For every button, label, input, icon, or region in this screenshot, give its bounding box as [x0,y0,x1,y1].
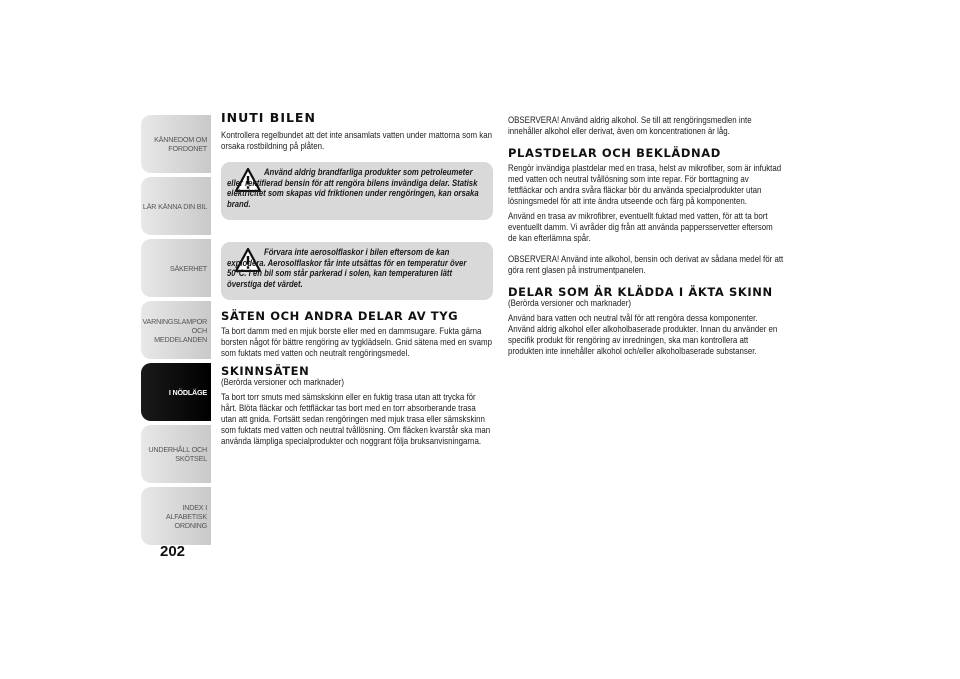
right-column [508,115,784,357]
leather-parts-note: (Berörda versioner och marknader) [508,298,631,308]
leather-seats-text: Ta bort torr smuts med sämskskinn eller en fuktig trasa utan att trycka för hårt. Blöta fläckar och fettfläckar tas bort med en torr absorberande trasa utan att gnida. Fortsätt sedan rengöringen med mjuk trasa eller sämskskinn som fuktats med vatten och neutral tvållösning. Om fläcken kvarstår ska man använda lämpliga specialprodukter och noggrant följa bruksanvisningarna. [221,392,491,446]
tab-label: LÄR KÄNNA DIN BIL [142,201,207,211]
section-title-inuti-bilen: INUTI BILEN [221,110,316,125]
plastic-text-2: Använd en trasa av mikrofibrer, eventuellt fuktad med vatten, för att ta bort eventuellt damm. Vi avråder dig från att använda pappersservetter eftersom de kan efterlämna spår. [508,211,773,243]
warning-text-aerosol: Förvara inte aerosolflaskor i bilen eftersom de kan explodera. Aerosolflaskor får inte utsättas för en temperatur över 50°C. I en bil som står parkerad i solen, kan temperaturen lätt överstiga det värdet. [227,247,467,289]
page-number: 202 [160,543,186,560]
tab-label: UNDERHÅLL OCH SKÖTSEL [148,445,207,463]
warning-text-flammable: Använd aldrig brandfarliga produkter som petroleumeter eller rektifierad bensin för att rengöra bilens invändiga delar. Statisk elektricitet som skapas vid friktionen under rengöringen, kan orsaka brand. [227,167,479,209]
tab-kannedom-om-fordonet[interactable] [141,115,211,173]
tab-label: SÄKERHET [169,263,207,273]
tab-label: I NÖDLÄGE [168,387,207,397]
leather-parts-text: Använd bara vatten och neutral tvål för att rengöra dessa komponenter. Använd aldrig alkohol eller alkoholbaserade produkter. Innan du använder en specifik produkt för rengöring av inredningen, ska man kontrollera att produkten inte innehåller alkohol och/eller alkoholbaserade substanser. [508,313,778,356]
tab-label: VARNINGSLAMPOR OCH MEDDELANDEN [142,316,207,344]
tab-label: INDEX I ALFABETISK ORDNING [165,502,207,530]
tab-sakerhet[interactable] [141,239,211,297]
section-title-leather-seats: SKINNSÄTEN [221,364,310,378]
tab-underhall-och-skotsel[interactable] [141,425,211,483]
section-title-seats: SÄTEN OCH ANDRA DELAR AV TYG [221,309,459,323]
section-title-leather-parts: DELAR SOM ÄR KLÄDDA I ÄKTA SKINN [508,285,773,299]
tab-i-nodlage[interactable] [141,363,211,421]
left-column [221,112,493,447]
tab-index[interactable] [141,487,211,545]
tab-varningslampor[interactable] [141,301,211,359]
leather-seats-note: (Berörda versioner och marknader) [221,377,344,387]
section-title-plastic: PLASTDELAR OCH BEKLÄDNAD [508,146,721,160]
note-alcohol: OBSERVERA! Använd aldrig alkohol. Se till att rengöringsmedlen inte innehåller alkohol eller derivat, även om koncentrationen är låg. [508,115,752,136]
plastic-text-1: Rengör invändiga plastdelar med en trasa, helst av mikrofiber, som är infuktad med vatten och neutral tvållösning som inte repar. För borttagning av fettfläckar och andra svåra fläckar bör du använda specialprodukter utan lösningsmedel för att inte ändra utseende och färg på komponenten. [508,163,782,206]
warning-box-aerosol [221,242,493,300]
tab-lar-kanna-din-bil[interactable] [141,177,211,235]
tab-label: KÄNNEDOM OM FORDONET [154,135,207,153]
note-instrument-panel: OBSERVERA! Använd inte alkohol, bensin och derivat av sådana medel för att göra rent glasen på instrumentpanelen. [508,254,784,275]
seats-text: Ta bort damm med en mjuk borste eller med en dammsugare. Fukta gärna borsten något för bättre rengöring av tygklädseln. Gnid sätena med en svamp som fuktats med vatten och neutralt rengöringsmedel. [221,326,493,358]
warning-box-flammable [221,162,493,220]
intro-text: Kontrollera regelbundet att det inte ansamlats vatten under mattorna som kan orsaka rostbildning på plåten. [221,130,493,151]
